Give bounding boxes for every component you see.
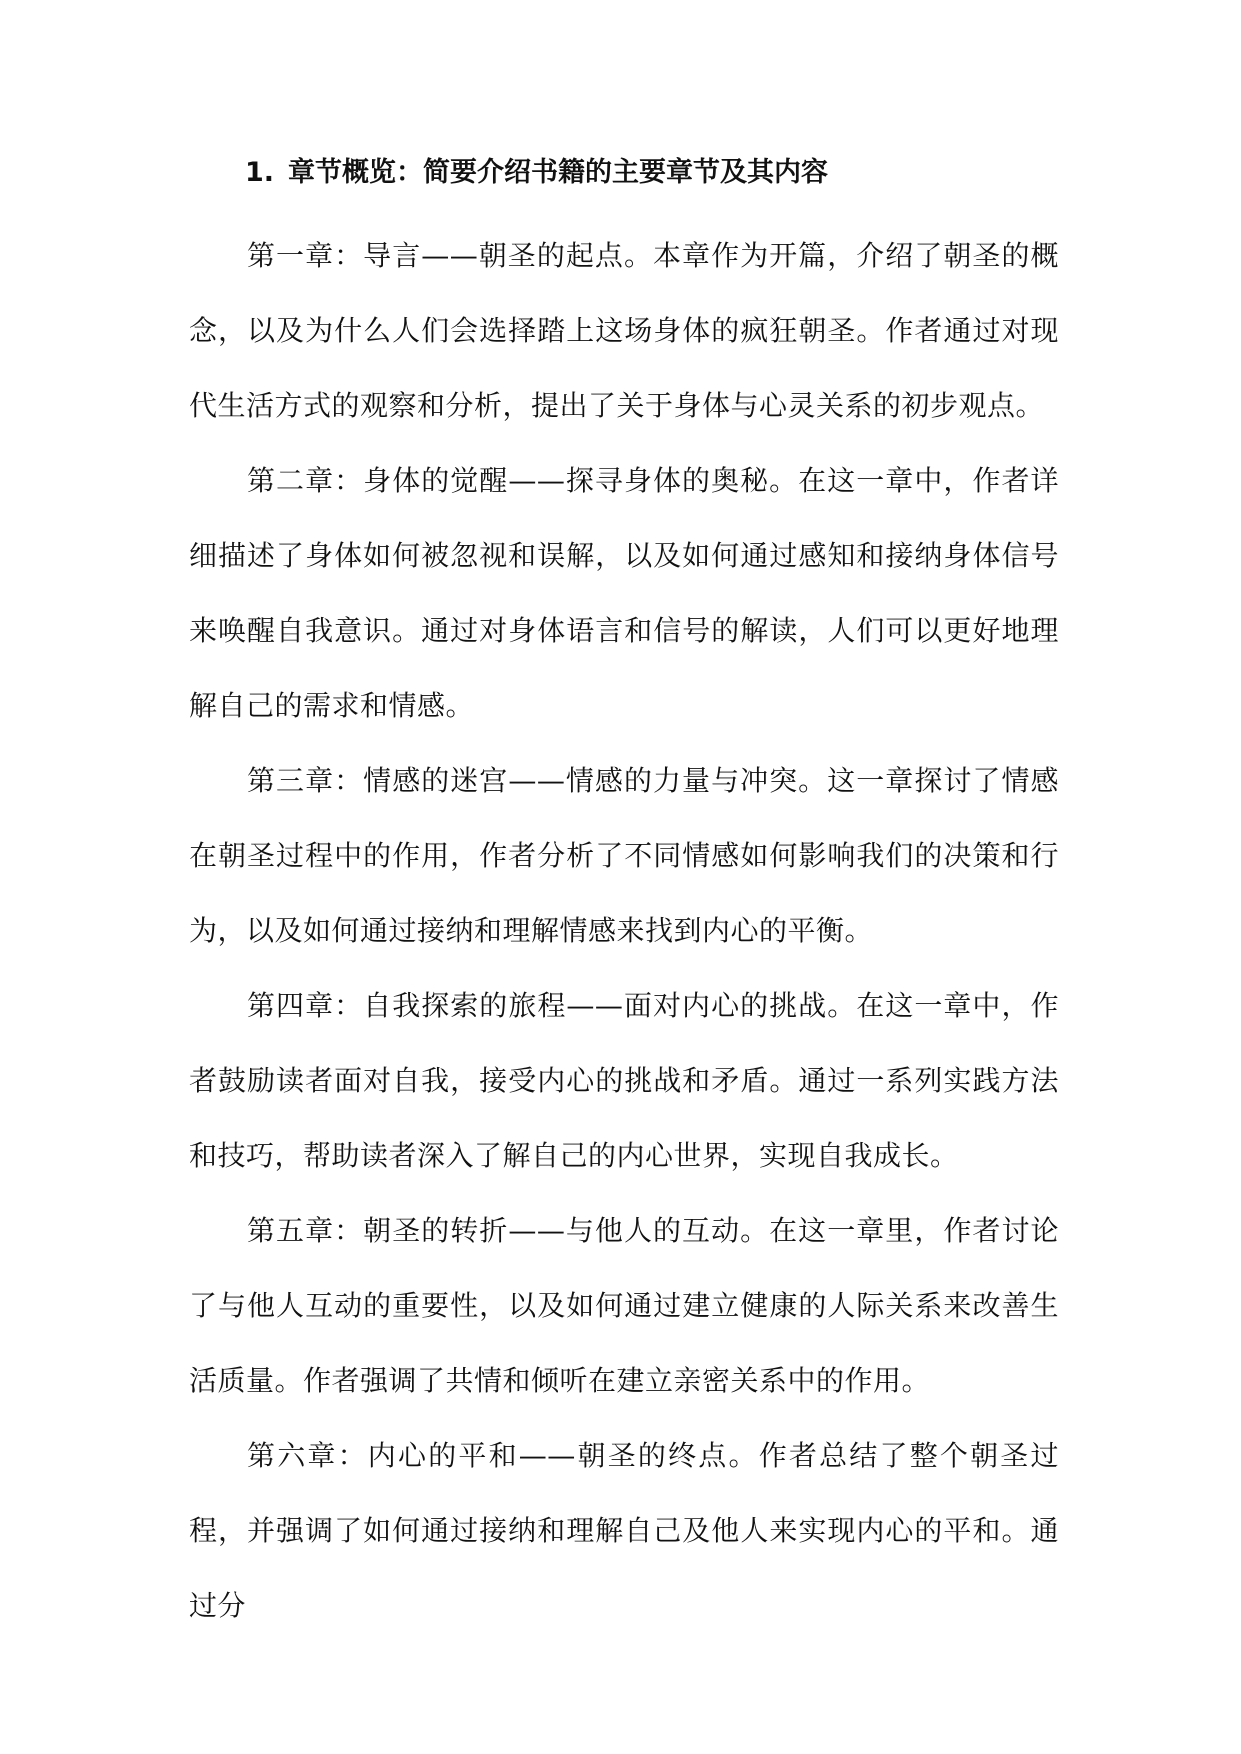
paragraph-chapter-5: 第五章：朝圣的转折——与他人的互动。在这一章里，作者讨论了与他人互动的重要性，以及如何通过建立健康的人际关系来改善生活质量。作者强调了共情和倾听在建立亲密关系中的作用。 (189, 1214, 1059, 1397)
section-number: 1. (245, 157, 275, 188)
paragraph-chapter-4: 第四章：自我探索的旅程——面对内心的挑战。在这一章中，作者鼓励读者面对自我，接受内心的挑战和矛盾。通过一系列实践方法和技巧，帮助读者深入了解自己的内心世界，实现自我成长。 (189, 989, 1059, 1172)
page-content (189, 143, 1059, 1643)
section-title: 章节概览：简要介绍书籍的主要章节及其内容 (288, 157, 829, 188)
paragraph-chapter-1: 第一章：导言——朝圣的起点。本章作为开篇，介绍了朝圣的概念，以及为什么人们会选择踏上这场身体的疯狂朝圣。作者通过对现代生活方式的观察和分析，提出了关于身体与心灵关系的初步观点。 (189, 239, 1059, 422)
paragraph-chapter-6: 第六章：内心的平和——朝圣的终点。作者总结了整个朝圣过程，并强调了如何通过接纳和理解自己及他人来实现内心的平和。通过分 (189, 1439, 1059, 1622)
paragraph-chapter-3: 第三章：情感的迷宫——情感的力量与冲突。这一章探讨了情感在朝圣过程中的作用，作者分析了不同情感如何影响我们的决策和行为，以及如何通过接纳和理解情感来找到内心的平衡。 (189, 764, 1059, 947)
section-heading (189, 143, 1059, 203)
paragraph-chapter-2: 第二章：身体的觉醒——探寻身体的奥秘。在这一章中，作者详细描述了身体如何被忽视和误解，以及如何通过感知和接纳身体信号来唤醒自我意识。通过对身体语言和信号的解读，人们可以更好地理解自己的需求和情感。 (189, 464, 1059, 722)
